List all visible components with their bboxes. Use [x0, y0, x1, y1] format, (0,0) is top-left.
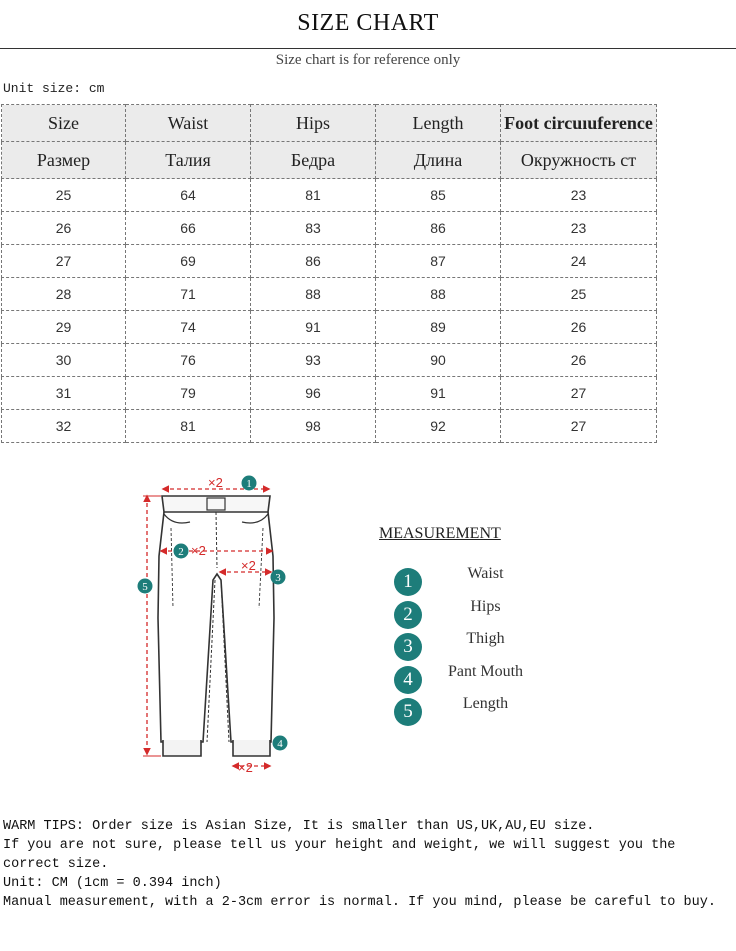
table-row	[2, 179, 657, 212]
mouth-multiplier: ×2	[238, 760, 253, 775]
legend-label: Length	[462, 695, 509, 712]
table-row	[2, 344, 657, 377]
table-cell: 26	[2, 212, 126, 245]
table-cell: 96	[251, 377, 376, 410]
marker-4	[273, 736, 288, 751]
svg-text:3: 3	[275, 572, 281, 584]
table-cell: 83	[251, 212, 376, 245]
header-waist-ru: Талия	[126, 142, 251, 179]
table-row	[2, 278, 657, 311]
header-foot-circumference-ru: Окружность ст	[501, 142, 657, 179]
table-cell: 23	[501, 179, 657, 212]
legend-label: Pant Mouth	[447, 663, 524, 680]
table-cell: 76	[126, 344, 251, 377]
table-row	[2, 311, 657, 344]
header-size-ru: Размер	[2, 142, 126, 179]
table-row	[2, 212, 657, 245]
header-waist: Waist	[126, 105, 251, 142]
table-cell: 86	[251, 245, 376, 278]
svg-text:2: 2	[178, 546, 184, 558]
table-cell: 30	[2, 344, 126, 377]
table-row	[2, 410, 657, 443]
table-cell: 28	[2, 278, 126, 311]
table-cell: 98	[251, 410, 376, 443]
table-row	[2, 245, 657, 278]
header-size: Size	[2, 105, 126, 142]
table-cell: 31	[2, 377, 126, 410]
number-1-icon: 1	[394, 568, 422, 596]
number-2-icon: 2	[394, 601, 422, 629]
table-cell: 23	[501, 212, 657, 245]
table-cell: 74	[126, 311, 251, 344]
hips-multiplier: ×2	[191, 543, 206, 558]
table-cell: 85	[376, 179, 501, 212]
table-cell: 71	[126, 278, 251, 311]
svg-text:4: 4	[277, 738, 283, 750]
marker-5	[138, 579, 153, 594]
header-hips: Hips	[251, 105, 376, 142]
thigh-multiplier: ×2	[241, 558, 256, 573]
table-cell: 88	[251, 278, 376, 311]
table-cell: 90	[376, 344, 501, 377]
header-length-ru: Длина	[376, 142, 501, 179]
measurement-title: MEASUREMENT	[379, 525, 501, 542]
legend-label: Hips	[470, 598, 501, 615]
table-cell: 27	[501, 410, 657, 443]
title-divider	[0, 48, 736, 49]
legend-label: Waist	[467, 565, 504, 582]
table-cell: 91	[251, 311, 376, 344]
table-cell: 89	[376, 311, 501, 344]
table-cell: 25	[2, 179, 126, 212]
pants-measurement-diagram	[125, 468, 300, 783]
table-row	[2, 377, 657, 410]
table-cell: 79	[126, 377, 251, 410]
table-cell: 88	[376, 278, 501, 311]
table-cell: 26	[501, 344, 657, 377]
table-cell: 93	[251, 344, 376, 377]
table-cell: 69	[126, 245, 251, 278]
size-table	[1, 104, 657, 443]
legend-label: Thigh	[466, 630, 505, 647]
tips-line: Unit: CM (1cm = 0.394 inch)	[3, 876, 222, 891]
svg-text:1: 1	[246, 478, 252, 490]
number-3-icon: 3	[394, 633, 422, 661]
tips-line: Manual measurement, with a 2-3cm error is normal. If you mind, please be careful to buy.	[3, 895, 716, 910]
header-hips-ru: Бедра	[251, 142, 376, 179]
table-cell: 92	[376, 410, 501, 443]
page-title: SIZE CHART	[297, 10, 439, 36]
waist-multiplier: ×2	[208, 475, 223, 490]
table-cell: 32	[2, 410, 126, 443]
table-cell: 24	[501, 245, 657, 278]
table-cell: 66	[126, 212, 251, 245]
marker-1	[242, 476, 257, 491]
table-cell: 64	[126, 179, 251, 212]
table-cell: 27	[501, 377, 657, 410]
table-cell: 81	[126, 410, 251, 443]
tips-line: If you are not sure, please tell us your height and weight, we will suggest you the correct size.	[3, 838, 676, 872]
header-length: Length	[376, 105, 501, 142]
warm-tips	[3, 817, 735, 912]
table-cell: 26	[501, 311, 657, 344]
table-cell: 29	[2, 311, 126, 344]
table-header-row-ru	[2, 142, 657, 179]
number-4-icon: 4	[394, 666, 422, 694]
table-header-row-en	[2, 105, 657, 142]
table-cell: 25	[501, 278, 657, 311]
table-cell: 87	[376, 245, 501, 278]
table-cell: 91	[376, 377, 501, 410]
number-5-icon: 5	[394, 698, 422, 726]
marker-2	[174, 544, 189, 559]
table-cell: 27	[2, 245, 126, 278]
table-cell: 81	[251, 179, 376, 212]
table-cell: 86	[376, 212, 501, 245]
tips-line: WARM TIPS: Order size is Asian Size, It is smaller than US,UK,AU,EU size.	[3, 819, 595, 834]
header-foot-circumference: Foot circuıuference	[501, 105, 657, 142]
pants-outline	[158, 496, 274, 756]
svg-text:5: 5	[142, 581, 148, 593]
page-subtitle: Size chart is for reference only	[275, 52, 461, 68]
marker-3	[271, 570, 286, 585]
unit-size-label: Unit size: cm	[3, 81, 105, 96]
